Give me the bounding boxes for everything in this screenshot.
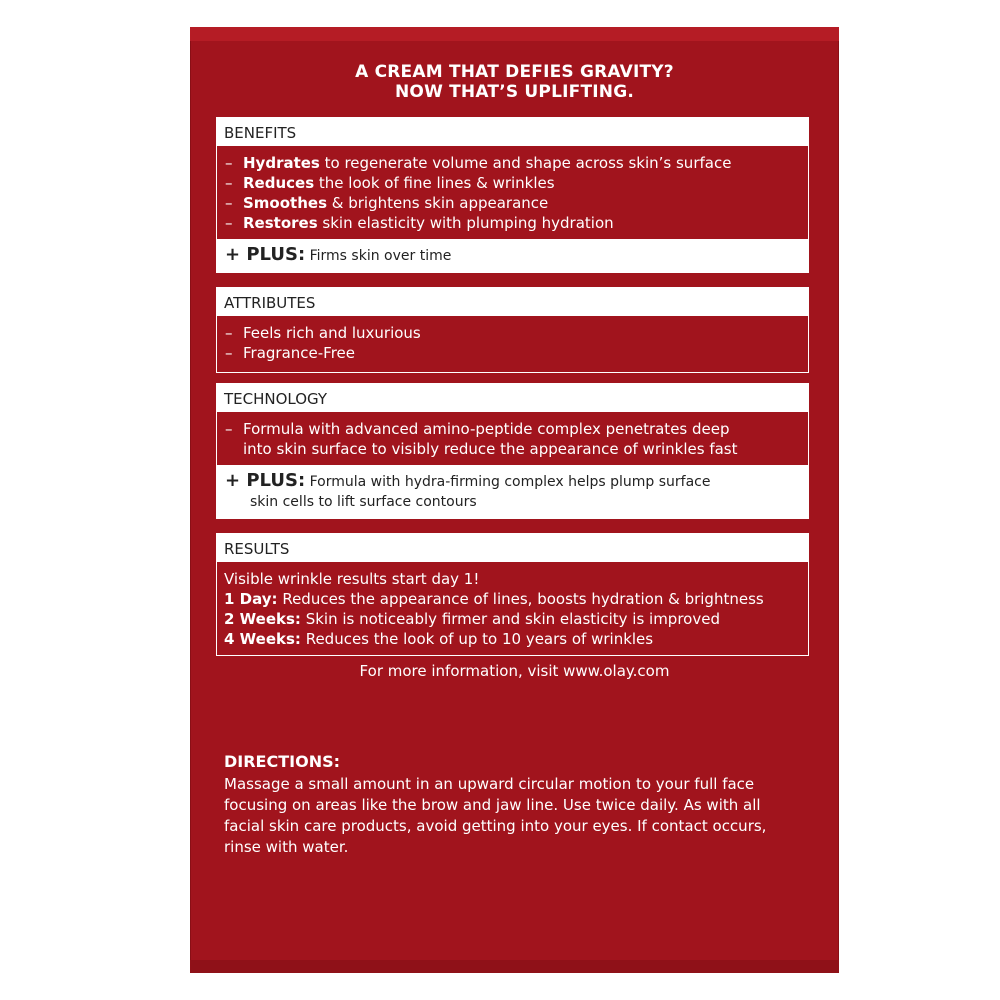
plus-label: + PLUS: (225, 244, 306, 265)
box-top-edge (190, 27, 839, 41)
benefit-text: to regenerate volume and shape across skin’s surface (319, 154, 732, 172)
list-item (225, 153, 800, 173)
directions-title: DIRECTIONS: (224, 752, 341, 771)
dash-bullet: – (225, 174, 233, 192)
technology-panel (216, 383, 809, 519)
benefit-keyword: Restores (243, 214, 318, 232)
list-item (224, 589, 800, 609)
technology-list (217, 412, 808, 465)
plus-label: + PLUS: (225, 470, 306, 491)
plus-text-line-2: skin cells to lift surface contours (250, 494, 477, 510)
list-item (225, 419, 800, 459)
benefit-text: the look of fine lines & wrinkles (314, 174, 555, 192)
result-timeframe: 4 Weeks: (224, 630, 301, 648)
benefit-text: & brightens skin appearance (327, 194, 549, 212)
attribute-text: Feels rich and luxurious (243, 324, 421, 342)
results-list (217, 562, 808, 655)
dash-bullet: – (225, 344, 233, 362)
technology-text-line-2: into skin surface to visibly reduce the appearance of wrinkles fast (243, 440, 738, 458)
attributes-list (217, 316, 808, 372)
benefit-keyword: Smoothes (243, 194, 327, 212)
attributes-title: ATTRIBUTES (217, 288, 808, 316)
list-item (225, 193, 800, 213)
result-text: Reduces the appearance of lines, boosts hydration & brightness (277, 590, 764, 608)
attribute-text: Fragrance-Free (243, 344, 356, 362)
headline-line-2: NOW THAT’S UPLIFTING. (394, 82, 635, 102)
plus-text: Firms skin over time (309, 248, 452, 264)
benefits-panel (216, 117, 809, 273)
benefit-keyword: Reduces (243, 174, 315, 192)
directions-line-2: focusing on areas like the brow and jaw line. Use twice daily. As with all (224, 796, 761, 814)
result-text: Reduces the look of up to 10 years of wrinkles (300, 630, 654, 648)
dash-bullet: – (225, 214, 233, 232)
results-title: RESULTS (217, 534, 808, 562)
benefits-plus-row (217, 239, 808, 272)
headline (190, 62, 839, 102)
directions-line-3: facial skin care products, avoid getting into your eyes. If contact occurs, (224, 817, 767, 835)
directions-text (224, 774, 814, 858)
list-item (224, 629, 800, 649)
benefit-keyword: Hydrates (243, 154, 320, 172)
attributes-panel (216, 287, 809, 373)
technology-text-line-1: Formula with advanced amino-peptide complex penetrates deep (243, 420, 730, 438)
benefits-title: BENEFITS (217, 118, 808, 146)
headline-line-1: A CREAM THAT DEFIES GRAVITY? (355, 62, 674, 82)
results-panel (216, 533, 809, 656)
result-timeframe: 1 Day: (224, 590, 278, 608)
box-bottom-edge (190, 960, 839, 973)
list-item (225, 323, 800, 343)
results-intro: Visible wrinkle results start day 1! (224, 570, 480, 588)
list-item (225, 213, 800, 233)
technology-title: TECHNOLOGY (217, 384, 808, 412)
benefits-list (217, 146, 808, 239)
technology-plus-row (217, 465, 808, 518)
more-info-text: For more information, visit www.olay.com (359, 662, 670, 680)
result-timeframe: 2 Weeks: (224, 610, 301, 628)
list-item (224, 609, 800, 629)
list-item (225, 343, 800, 363)
benefit-text: skin elasticity with plumping hydration (317, 214, 614, 232)
dash-bullet: – (225, 194, 233, 212)
directions-line-1: Massage a small amount in an upward circular motion to your full face (224, 775, 755, 793)
list-item (225, 173, 800, 193)
dash-bullet: – (225, 324, 233, 342)
dash-bullet: – (225, 154, 233, 172)
result-text: Skin is noticeably firmer and skin elasticity is improved (300, 610, 720, 628)
dash-bullet: – (225, 420, 233, 438)
directions-line-4: rinse with water. (224, 838, 349, 856)
plus-text-line-1: Formula with hydra-firming complex helps plump surface (309, 474, 711, 490)
